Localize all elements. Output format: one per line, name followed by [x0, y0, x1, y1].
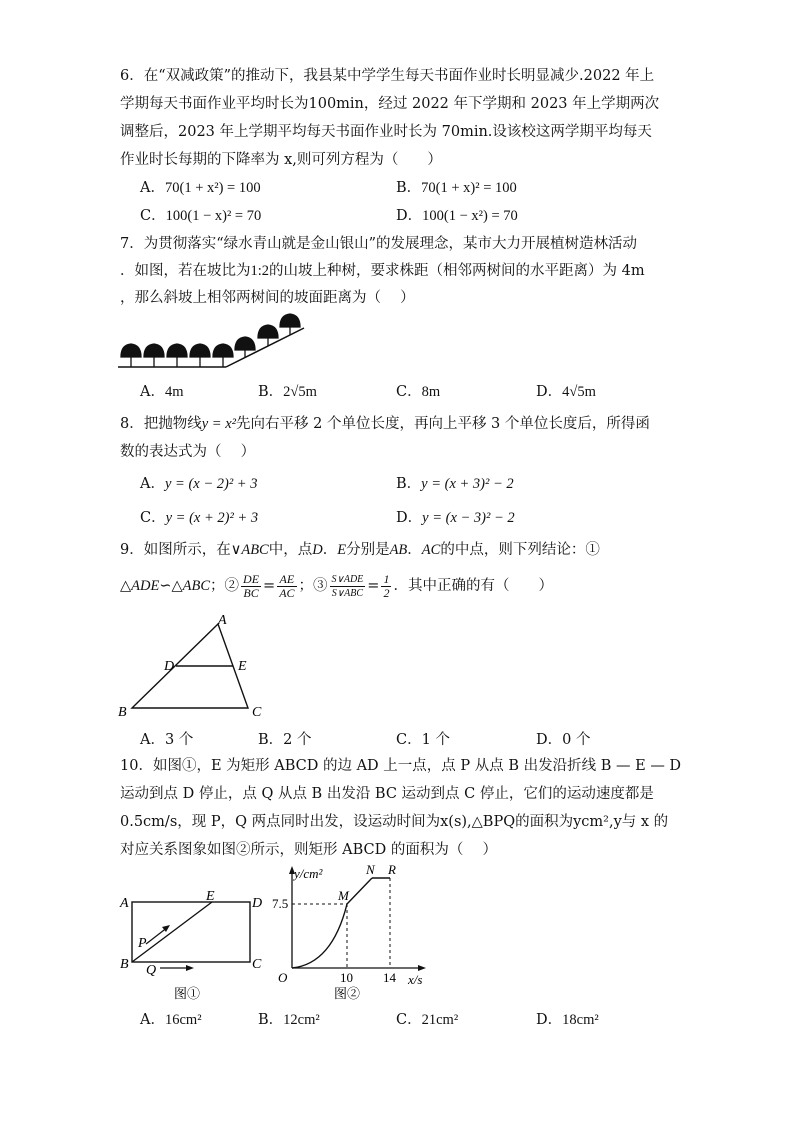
numerator: AE	[277, 573, 296, 587]
q7-option-b[interactable]	[258, 382, 317, 402]
option-label: D．	[396, 510, 423, 526]
point-label-e: E	[206, 890, 215, 904]
segment-be	[132, 902, 212, 962]
q10-figure-2-graph	[272, 862, 432, 1008]
tree-icon	[167, 344, 187, 367]
q10-option-c[interactable]	[396, 1010, 458, 1030]
q8-option-a[interactable]	[140, 474, 257, 494]
q9-option-d[interactable]	[536, 730, 590, 750]
q6-line-1: 6．在“双减政策”的推动下，我县某中学学生每天书面作业时长明显减少.2022 年上	[120, 68, 655, 84]
tree-icon	[213, 344, 233, 367]
point-label-d: D	[164, 659, 175, 674]
x-tick-label: 10	[340, 970, 353, 985]
figure-1-caption: 图①	[174, 986, 201, 1001]
option-text: 0 个	[562, 732, 591, 748]
option-text: 2√5m	[283, 384, 317, 400]
point-label-m: M	[338, 888, 349, 903]
option-label: D．	[396, 208, 423, 224]
vertex-label-d: D	[252, 896, 263, 911]
q8-option-c[interactable]	[140, 508, 258, 528]
parabola-expression: y = x²	[201, 416, 236, 432]
fraction	[381, 573, 391, 600]
q6-option-c[interactable]	[140, 206, 261, 226]
q9-math: E	[337, 542, 347, 558]
option-label: A．	[140, 384, 165, 400]
option-text: 100(1 − x²) = 70	[422, 208, 518, 224]
q7-option-a[interactable]	[140, 382, 184, 402]
q9-option-a[interactable]	[140, 730, 193, 750]
x-tick-label: 14	[383, 970, 396, 985]
q9-line-2: △ADE∽△ABC；② $\frac{DE}{BC}$ = $\frac{AE}{AC}$ ；③ $\frac{\text{S∨ADE}}{\text{S∨ABC}}$ = $\frac{1}{2}$ ．其中正确的有（ ）	[120, 571, 553, 600]
vertex-label-b: B	[120, 957, 129, 972]
denominator: S∨ABC	[331, 587, 364, 599]
figure-2-caption: 图②	[334, 986, 361, 1001]
option-text: y = (x − 3)² − 2	[422, 510, 515, 526]
option-label: B．	[396, 476, 422, 492]
q10-line-3: 0.5cm/s，现 P，Q 两点同时出发，设运动时间为x(s),△BPQ的面积为ycm²,y与 x 的	[120, 814, 669, 830]
option-text: 16cm²	[164, 1012, 202, 1028]
q9-option-c[interactable]	[396, 730, 450, 750]
q9-math: AB	[389, 542, 408, 558]
option-text: 100(1 − x)² = 70	[165, 208, 262, 224]
q6-line-2: 学期每天书面作业平均时长为100min，经过 2022 年下学期和 2023 年上学期两次	[120, 96, 660, 112]
option-label: D．	[536, 732, 563, 748]
q9-text: 分别是	[346, 542, 390, 558]
vertex-label-a: A	[218, 613, 227, 628]
option-label: C．	[396, 1012, 422, 1028]
q9-option-b[interactable]	[258, 730, 312, 750]
numerator: S∨ADE	[331, 573, 364, 585]
point-label-e: E	[238, 659, 247, 674]
q7-slope-trees-figure	[118, 310, 308, 372]
q6-option-b[interactable]	[396, 178, 517, 198]
option-label: C．	[396, 732, 422, 748]
q9-math: AC	[421, 542, 441, 558]
q8-option-d[interactable]	[396, 508, 515, 528]
q10-option-a[interactable]	[140, 1010, 202, 1030]
q7-line-2-start: ．如图，若在坡比为	[120, 263, 251, 279]
rectangle-abcd	[132, 902, 250, 962]
origin-label: O	[278, 970, 288, 985]
option-label: D．	[536, 384, 563, 400]
q10-line-1: 10．如图①，E 为矩形 ABCD 的边 AD 上一点，点 P 从点 B 出发沿折线 B — E — D	[120, 758, 682, 774]
q10-option-b[interactable]	[258, 1010, 320, 1030]
slope-ratio: 1:2	[250, 263, 270, 279]
q6-line-4: 作业时长每期的下降率为 x,则可列方程为（ ）	[120, 152, 442, 168]
q9-math: D	[312, 542, 323, 558]
segment-mn	[347, 878, 372, 904]
q9-text: ．其中正确的有（ ）	[393, 578, 553, 594]
option-text: 1 个	[421, 732, 450, 748]
option-label: B．	[396, 180, 422, 196]
option-text: 4√5m	[562, 384, 596, 400]
option-text: y = (x − 2)² + 3	[164, 476, 258, 492]
option-text: 8m	[421, 384, 441, 400]
denominator: AC	[279, 585, 295, 600]
q9-math: ABC	[241, 542, 269, 558]
x-axis-arrow-icon	[418, 965, 426, 971]
option-label: C．	[140, 208, 166, 224]
q8-line-1-start: 8．把抛物线	[120, 416, 202, 432]
y-axis-label: y/cm²	[294, 866, 323, 881]
curve-om	[292, 904, 347, 968]
point-label-r: R	[388, 862, 396, 877]
fraction	[241, 573, 261, 600]
point-label-n: N	[366, 862, 375, 877]
q9-text: ；②	[210, 578, 240, 594]
denominator: BC	[243, 585, 259, 600]
q10-option-d[interactable]	[536, 1010, 599, 1030]
option-label: B．	[258, 1012, 284, 1028]
option-text: 18cm²	[562, 1012, 599, 1028]
arrow-head-icon	[186, 965, 194, 971]
conclusion-1: △ADE∽△ABC	[120, 578, 211, 594]
option-label: A．	[140, 476, 165, 492]
fraction	[277, 573, 296, 600]
q9-text: ；③	[298, 578, 328, 594]
tree-icon	[121, 344, 141, 367]
vertex-label-c: C	[252, 957, 262, 972]
q9-text: 9．如图所示，在∨	[120, 542, 242, 558]
tree-icon	[190, 344, 210, 367]
option-label: C．	[396, 384, 422, 400]
y-tick-label: 7.5	[272, 896, 289, 911]
vertex-label-b: B	[118, 705, 127, 720]
q8-line-1-end: 先向右平移 2 个单位长度，再向上平移 3 个单位长度后，所得函	[236, 416, 650, 432]
q10-figure-1-rectangle	[112, 890, 272, 1010]
option-label: B．	[258, 732, 284, 748]
q9-text: 中，点	[268, 542, 313, 558]
option-text: y = (x + 3)² − 2	[421, 476, 514, 492]
q8-line-1	[120, 414, 650, 434]
q9-text: ．	[407, 542, 422, 558]
option-label: A．	[140, 180, 165, 196]
q7-line-3: ，那么斜坡上相邻两树间的坡面距离为（ ）	[120, 290, 415, 306]
numerator: 1	[383, 571, 390, 586]
fraction	[330, 573, 366, 600]
option-label: A．	[140, 1012, 165, 1028]
option-label: B．	[258, 384, 284, 400]
tree-icon	[144, 344, 164, 367]
vertex-label-a: A	[120, 896, 129, 911]
q9-text: ．	[322, 542, 338, 558]
option-text: y = (x + 2)² + 3	[165, 510, 259, 526]
x-axis-label: x/s	[408, 972, 423, 987]
option-text: 4m	[164, 384, 184, 400]
option-label: C．	[140, 510, 166, 526]
q10-line-2: 运动到点 D 停止，点 Q 从点 B 出发沿 BC 运动到点 C 停止，它们的运动速度都是	[120, 786, 654, 802]
q7-line-2	[120, 261, 645, 281]
q7-line-1: 7．为贯彻落实“绿水青山就是金山银山”的发展理念，某市大力开展植树造林活动	[120, 236, 638, 252]
option-text: 70(1 + x)² = 100	[421, 180, 517, 196]
q6-option-d[interactable]	[396, 206, 518, 226]
denominator: 2	[383, 585, 390, 600]
q9-line-1	[120, 540, 600, 560]
numerator: DE	[243, 571, 260, 586]
option-text: 21cm²	[421, 1012, 459, 1028]
q10-line-4: 对应关系图象如图②所示，则矩形 ABCD 的面积为（ ）	[120, 842, 497, 858]
q7-option-d[interactable]	[536, 382, 596, 402]
q6-line-3: 调整后，2023 年上学期平均每天书面作业时长为 70min.设该校这两学期平均每天	[120, 124, 652, 140]
q8-line-2: 数的表达式为（ ）	[120, 444, 256, 460]
q9-triangle-figure	[112, 612, 272, 722]
option-label: A．	[140, 732, 165, 748]
option-text: 70(1 + x²) = 100	[164, 180, 261, 196]
q9-text: 的中点，则下列结论：①	[440, 542, 600, 558]
option-text: 2 个	[283, 732, 312, 748]
q7-line-2-end: 的山坡上种树，要求株距（相邻两树间的水平距离）为 4m	[269, 263, 645, 279]
point-label-p: P	[138, 936, 147, 951]
q8-option-b[interactable]	[396, 474, 514, 494]
point-label-q: Q	[146, 963, 157, 978]
q7-option-c[interactable]	[396, 382, 440, 402]
option-label: D．	[536, 1012, 563, 1028]
q6-option-a[interactable]	[140, 178, 261, 198]
option-text: 3 个	[164, 732, 194, 748]
option-text: 12cm²	[283, 1012, 320, 1028]
vertex-label-c: C	[252, 705, 262, 720]
